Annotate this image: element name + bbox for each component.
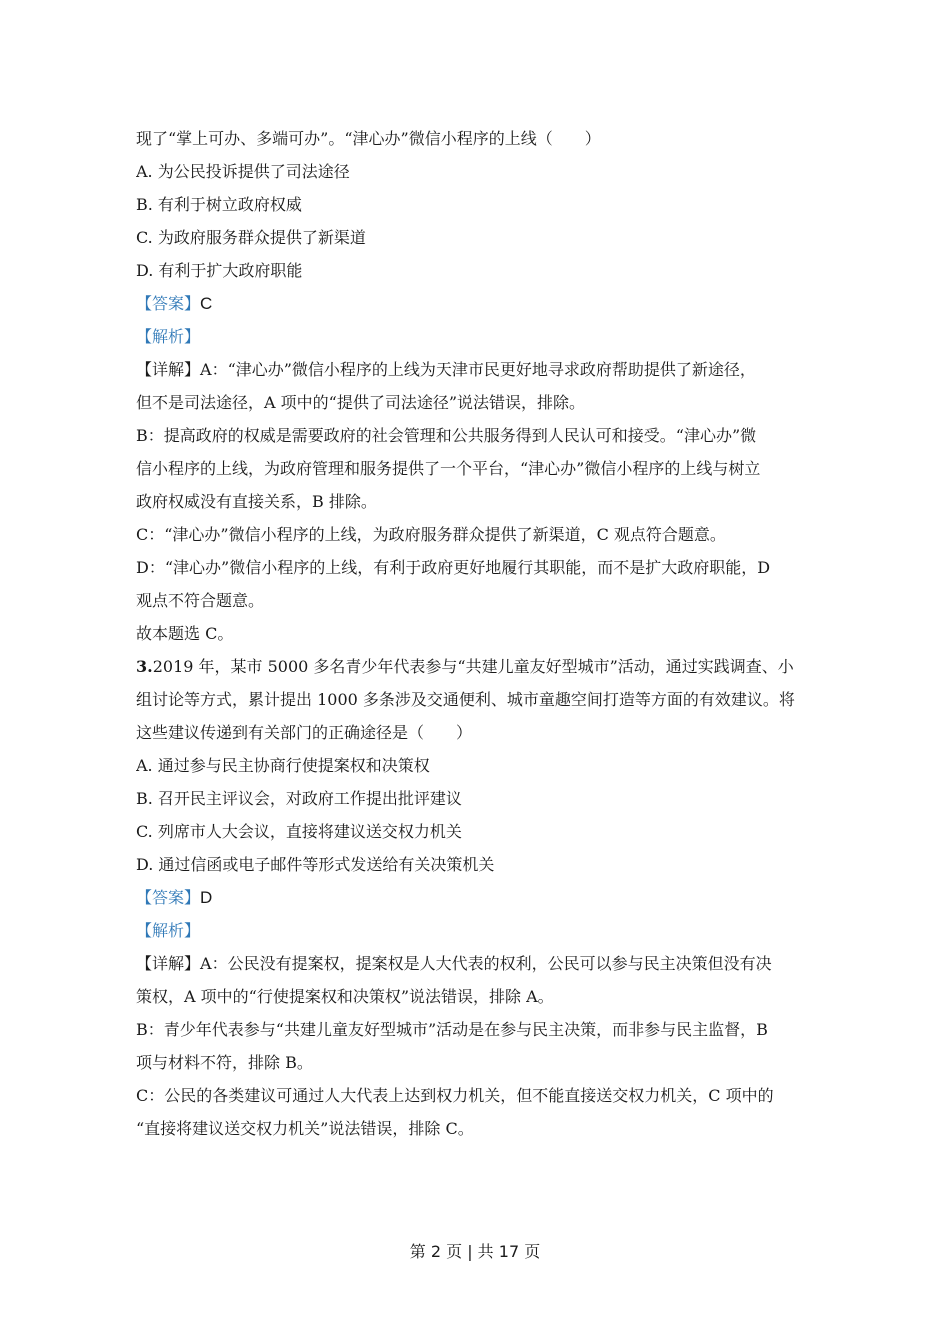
page-content	[136, 122, 816, 1145]
q3-detail-tag: 【详解】	[136, 954, 201, 973]
q3-analysis-line	[136, 914, 816, 947]
q3-number: 3.	[136, 657, 153, 676]
q3-option-a: A. 通过参与民主协商行使提案权和决策权	[136, 756, 430, 775]
q3-stem-line-2: 组讨论等方式，累计提出 1000 多条涉及交通便利、城市童趣空间打造等方面的有效建议。将	[136, 690, 795, 709]
q3-stem-line-1	[136, 650, 816, 683]
q2-detail-line-2: 但不是司法途径，A 项中的“提供了司法途径”说法错误，排除。	[136, 393, 586, 412]
q3-analysis-tag: 【解析】	[136, 921, 201, 940]
q3-stem-text: 2019 年，某市 5000 多名青少年代表参与“共建儿童友好型城市”活动，通过实践调查、小	[152, 657, 794, 676]
q3-detail-line-5: C：公民的各类建议可通过人大代表上达到权力机关，但不能直接送交权力机关，C 项中的	[136, 1086, 774, 1105]
page-footer: 第 2 页 | 共 17 页	[409, 1242, 541, 1261]
q2-detail-line-9: 故本题选 C。	[136, 624, 234, 643]
q2-detail-line-7: D：“津心办”微信小程序的上线，有利于政府更好地履行其职能，而不是扩大政府职能，D	[136, 558, 771, 577]
q3-answer-value: D	[200, 888, 213, 907]
q2-detail-line-1	[136, 353, 816, 386]
q3-stem-line-3: 这些建议传递到有关部门的正确途径是（ ）	[136, 723, 473, 742]
q3-option-d: D. 通过信函或电子邮件等形式发送给有关决策机关	[136, 855, 495, 874]
q2-detail-line-5: 政府权威没有直接关系，B 排除。	[136, 492, 377, 511]
q2-analysis-tag: 【解析】	[136, 327, 201, 346]
q2-detail-tag: 【详解】	[136, 360, 201, 379]
q2-option-d: D. 有利于扩大政府职能	[136, 261, 303, 280]
q3-detail-line-2: 策权，A 项中的“行使提案权和决策权”说法错误，排除 A。	[136, 987, 554, 1006]
q2-detail-line-6: C：“津心办”微信小程序的上线，为政府服务群众提供了新渠道，C 观点符合题意。	[136, 525, 726, 544]
q2-analysis-line	[136, 320, 816, 353]
q2-option-a: A. 为公民投诉提供了司法途径	[136, 162, 350, 181]
q3-detail-line-1	[136, 947, 816, 980]
q2-answer-tag: 【答案】	[136, 294, 201, 313]
q3-answer-line	[136, 881, 816, 914]
q3-option-b: B. 召开民主评议会，对政府工作提出批评建议	[136, 789, 462, 808]
q2-detail-text: A：“津心办”微信小程序的上线为天津市民更好地寻求政府帮助提供了新途径，	[200, 360, 756, 379]
q2-answer-line	[136, 287, 816, 320]
q2-option-b: B. 有利于树立政府权威	[136, 195, 302, 214]
q2-detail-line-4: 信小程序的上线，为政府管理和服务提供了一个平台，“津心办”微信小程序的上线与树立	[136, 459, 761, 478]
q2-answer-value: C	[200, 294, 213, 313]
q3-answer-tag: 【答案】	[136, 888, 201, 907]
q2-detail-line-8: 观点不符合题意。	[136, 591, 265, 610]
q3-detail-text: A：公民没有提案权，提案权是人大代表的权利，公民可以参与民主决策但没有决	[200, 954, 772, 973]
q3-detail-line-3: B：青少年代表参与“共建儿童友好型城市”活动是在参与民主决策，而非参与民主监督，B	[136, 1020, 768, 1039]
q2-option-c: C. 为政府服务群众提供了新渠道	[136, 228, 366, 247]
q2-detail-line-3: B：提高政府的权威是需要政府的社会管理和公共服务得到人民认可和接受。“津心办”微	[136, 426, 757, 445]
q2-stem-tail: 现了“掌上可办、多端可办”。“津心办”微信小程序的上线（ ）	[136, 129, 601, 148]
q3-option-c: C. 列席市人大会议，直接将建议送交权力机关	[136, 822, 462, 841]
q3-detail-line-4: 项与材料不符，排除 B。	[136, 1053, 313, 1072]
q3-detail-line-6: “直接将建议送交权力机关”说法错误，排除 C。	[136, 1119, 474, 1138]
